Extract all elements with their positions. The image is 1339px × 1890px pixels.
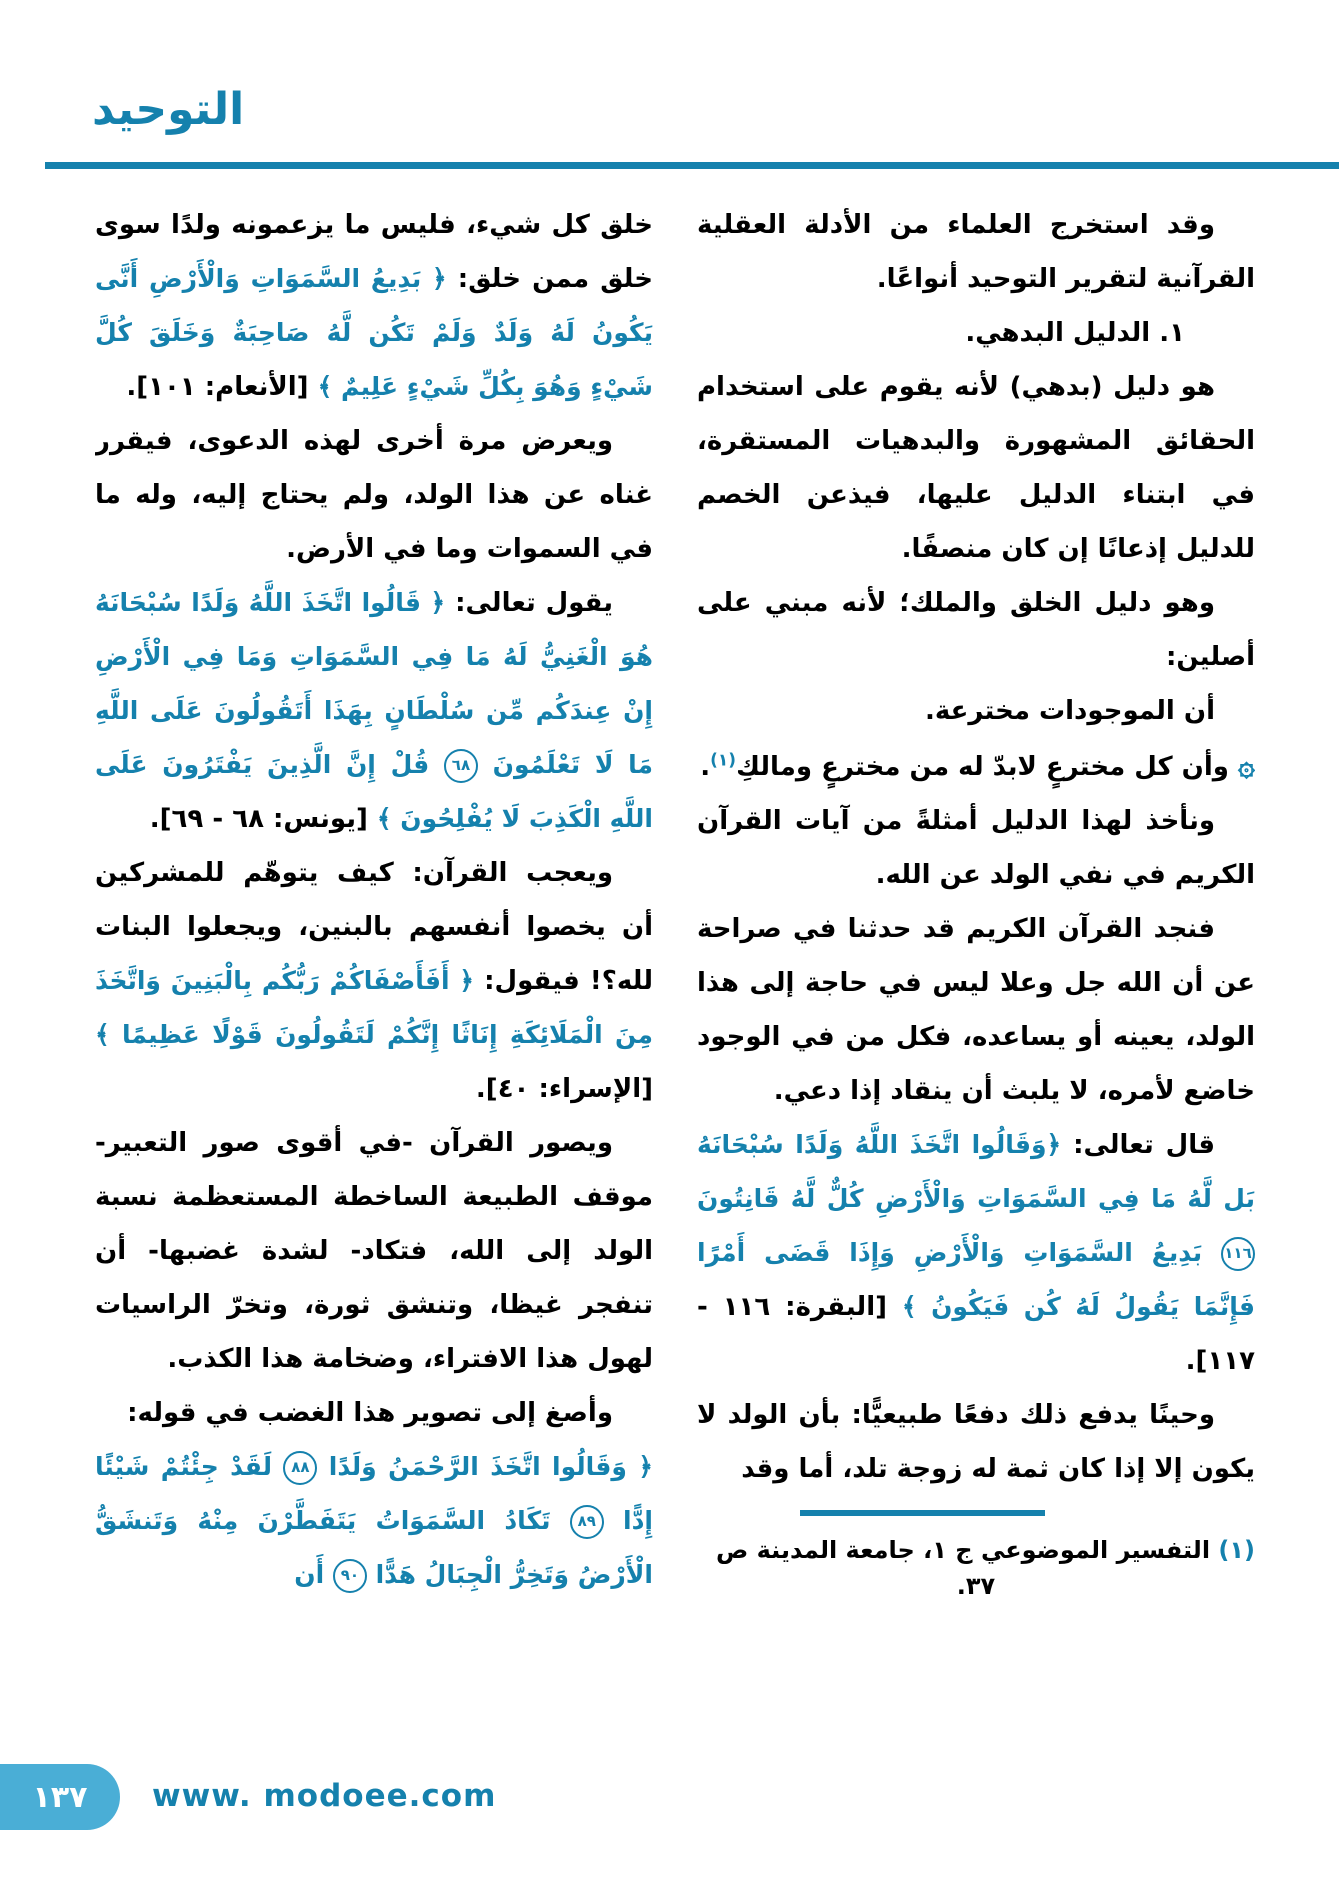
ayah-number-badge: ٩٠ xyxy=(333,1559,367,1593)
body-text-segment: وهو دليل الخلق والملك؛ لأنه مبني على أصلين: xyxy=(697,588,1255,672)
body-text-segment: فنجد القرآن الكريم قد حدثنا في صراحة عن أن الله جل وعلا ليس في حاجة إلى هذا الولد، يعينه أو يساعده، فكل من في الوجود خاضع لأمره، لا يلبث أن ينقاد إذا دعي. xyxy=(697,914,1255,1106)
paragraph xyxy=(95,198,653,414)
website-link[interactable]: www. modoee.com xyxy=(152,1778,497,1814)
body-text-segment: وحينًا يدفع ذلك دفعًا طبيعيًّا: بأن الولد لا يكون إلا إذا كان ثمة له زوجة تلد، أما وقد xyxy=(697,1400,1255,1484)
paragraph xyxy=(95,576,653,846)
section-heading xyxy=(697,306,1255,360)
page-number-pill xyxy=(0,1764,120,1830)
body-text-segment: هو دليل (بدهي) لأنه يقوم على استخدام الحقائق المشهورة والبدهيات المستقرة، في ابتناء الدليل عليها، فيذعن الخصم للدليل إذعانًا إن كان منصفًا. xyxy=(697,372,1255,564)
body-text-segment: ويعجب القرآن: كيف يتوهّم للمشركين أن يخصوا أنفسهم بالبنين، ويجعلوا البنات لله؟! فيقول: xyxy=(95,858,654,996)
ayah-number-badge: ١١٦ xyxy=(1221,1237,1255,1271)
paragraph xyxy=(95,1440,653,1602)
quran-verse-segment: تَكَادُ السَّمَوَاتُ يَتَفَطَّرْنَ مِنْهُ وَتَنشَقُّ الْأَرْضُ وَتَخِرُّ الْجِبَالُ هَدًّا xyxy=(95,1506,653,1589)
paragraph xyxy=(697,360,1255,576)
body-text-segment: ونأخذ لهذا الدليل أمثلةً من آيات القرآن الكريم في نفي الولد عن الله. xyxy=(697,806,1255,890)
body-text-segment: خلق كل شيء، فليس ما يزعمونه ولدًا سوى خلق ممن خلق: xyxy=(95,210,653,294)
quran-verse-segment: ﴿ وَقَالُوا اتَّخَذَ الرَّحْمَنُ وَلَدًا xyxy=(317,1452,653,1481)
body-text-segment: ويعرض مرة أخرى لهذه الدعوى، فيقرر غناه عن هذا الولد، ولم يحتاج إليه، وله ما في السموات وما في الأرض. xyxy=(95,426,653,564)
body-text-segment: [البقرة: ١١٦ - ١١٧]. xyxy=(697,1292,1255,1376)
column-left-paragraphs xyxy=(95,198,653,1602)
column-right-paragraphs xyxy=(697,198,1255,1496)
body-text-segment: ١. الدليل البدهي. xyxy=(965,318,1185,348)
paragraph xyxy=(697,1388,1255,1496)
body-text-segment: وأصغ إلى تصوير هذا الغضب في قوله: xyxy=(127,1398,613,1428)
paragraph xyxy=(697,1118,1255,1388)
paragraph xyxy=(95,1116,653,1386)
paragraph xyxy=(697,684,1255,738)
paragraph xyxy=(697,738,1255,794)
rosette-icon: ۞ xyxy=(1238,748,1255,782)
paragraph xyxy=(697,576,1255,684)
footnote-page-number: ٣٧. xyxy=(956,1572,996,1600)
quran-verse-segment: قُلْ إِنَّ الَّذِينَ يَفْتَرُونَ عَلَى اللَّهِ الْكَذِبَ لَا يُفْلِحُونَ ﴾ xyxy=(95,750,653,833)
quran-verse-segment: لَقَدْ جِئْتُمْ شَيْئًا إِدًّا xyxy=(95,1452,653,1535)
body-text-segment: وأن كل مخترعٍ لابدّ له من مخترعٍ ومالكِ xyxy=(736,752,1238,782)
footnote-divider xyxy=(800,1510,1045,1516)
quran-verse-segment: ﴿ بَدِيعُ السَّمَوَاتِ وَالْأَرْضِ أَنَّى يَكُونُ لَهُ وَلَدٌ وَلَمْ تَكُن لَّهُ صَاحِبَةٌ وَخَلَقَ كُلَّ شَيْءٍ وَهُوَ بِكُلِّ شَيْءٍ عَلِيمٌ ﴾ xyxy=(95,264,653,401)
quran-verse-segment: ﴿وَقَالُوا اتَّخَذَ اللَّهُ وَلَدًا سُبْحَانَهُ بَل لَّهُ مَا فِي السَّمَوَاتِ وَالْأَرْضِ كُلٌّ لَّهُ قَانِتُونَ xyxy=(697,1130,1255,1213)
ayah-number-badge: ٨٨ xyxy=(283,1451,317,1485)
body-text-segment: . xyxy=(700,752,711,782)
page-content xyxy=(95,198,1255,1800)
page-number: ١٣٧ xyxy=(32,1779,88,1815)
quran-verse-segment: أَن xyxy=(294,1560,333,1589)
footnote-body: التفسير الموضوعي ج ١، جامعة المدينة ص xyxy=(715,1536,1211,1564)
column-left xyxy=(95,198,653,1800)
body-text-segment: [الأنعام: ١٠١]. xyxy=(126,372,318,402)
paragraph xyxy=(697,794,1255,902)
page-title: التوحيد xyxy=(92,84,245,135)
body-text-segment: ويصور القرآن -في أقوى صور التعبير- موقف الطبيعة الساخطة المستعظمة نسبة الولد إلى الله، فتكاد- لشدة غضبها- أن تنفجر غيظا، وتنشق ثورة، وتخرّ الراسيات لهول هذا الافتراء، وضخامة هذا الكذب. xyxy=(95,1128,653,1374)
ayah-number-badge: ٦٨ xyxy=(444,749,478,783)
quran-verse-segment: ﴿ قَالُوا اتَّخَذَ اللَّهُ وَلَدًا سُبْحَانَهُ هُوَ الْغَنِيُّ لَهُ مَا فِي السَّمَوَاتِ وَمَا فِي الْأَرْضِ إِنْ عِندَكُم مِّن سُلْطَانٍ بِهَذَا أَتَقُولُونَ عَلَى اللَّهِ مَا لَا تَعْلَمُونَ xyxy=(95,588,653,779)
paragraph xyxy=(95,846,653,1116)
paragraph xyxy=(95,414,653,576)
column-right xyxy=(697,198,1255,1800)
body-text-segment: يقول تعالى: xyxy=(445,588,613,618)
body-text-segment: قال تعالى: xyxy=(1061,1130,1215,1160)
paragraph xyxy=(697,902,1255,1118)
body-text-segment: [الإسراء: ٤٠]. xyxy=(475,1074,653,1104)
body-text-segment: وقد استخرج العلماء من الأدلة العقلية القرآنية لتقرير التوحيد أنواعًا. xyxy=(697,210,1255,294)
header-divider xyxy=(45,162,1339,169)
body-text-segment: أن الموجودات مخترعة. xyxy=(924,696,1215,726)
footnote xyxy=(697,1510,1255,1600)
footnote-marker: (١) xyxy=(1218,1536,1255,1564)
ayah-number-badge: ٨٩ xyxy=(570,1505,604,1539)
footnote-ref-marker: (١) xyxy=(710,750,737,771)
body-text-segment: [يونس: ٦٨ - ٦٩]. xyxy=(149,804,377,834)
quran-verse-segment: ﴿ أَفَأَصْفَاكُمْ رَبُّكُم بِالْبَنِينَ وَاتَّخَذَ مِنَ الْمَلَائِكَةِ إِنَاثًا إِنَّكُمْ لَتَقُولُونَ قَوْلًا عَظِيمًا ﴾ xyxy=(95,966,653,1049)
footnote-text xyxy=(697,1528,1255,1572)
quran-verse-segment: بَدِيعُ السَّمَوَاتِ وَالْأَرْضِ وَإِذَا قَضَى أَمْرًا فَإِنَّمَا يَقُولُ لَهُ كُن فَيَكُونُ ﴾ xyxy=(697,1238,1255,1321)
paragraph xyxy=(95,1386,653,1440)
paragraph xyxy=(697,198,1255,306)
